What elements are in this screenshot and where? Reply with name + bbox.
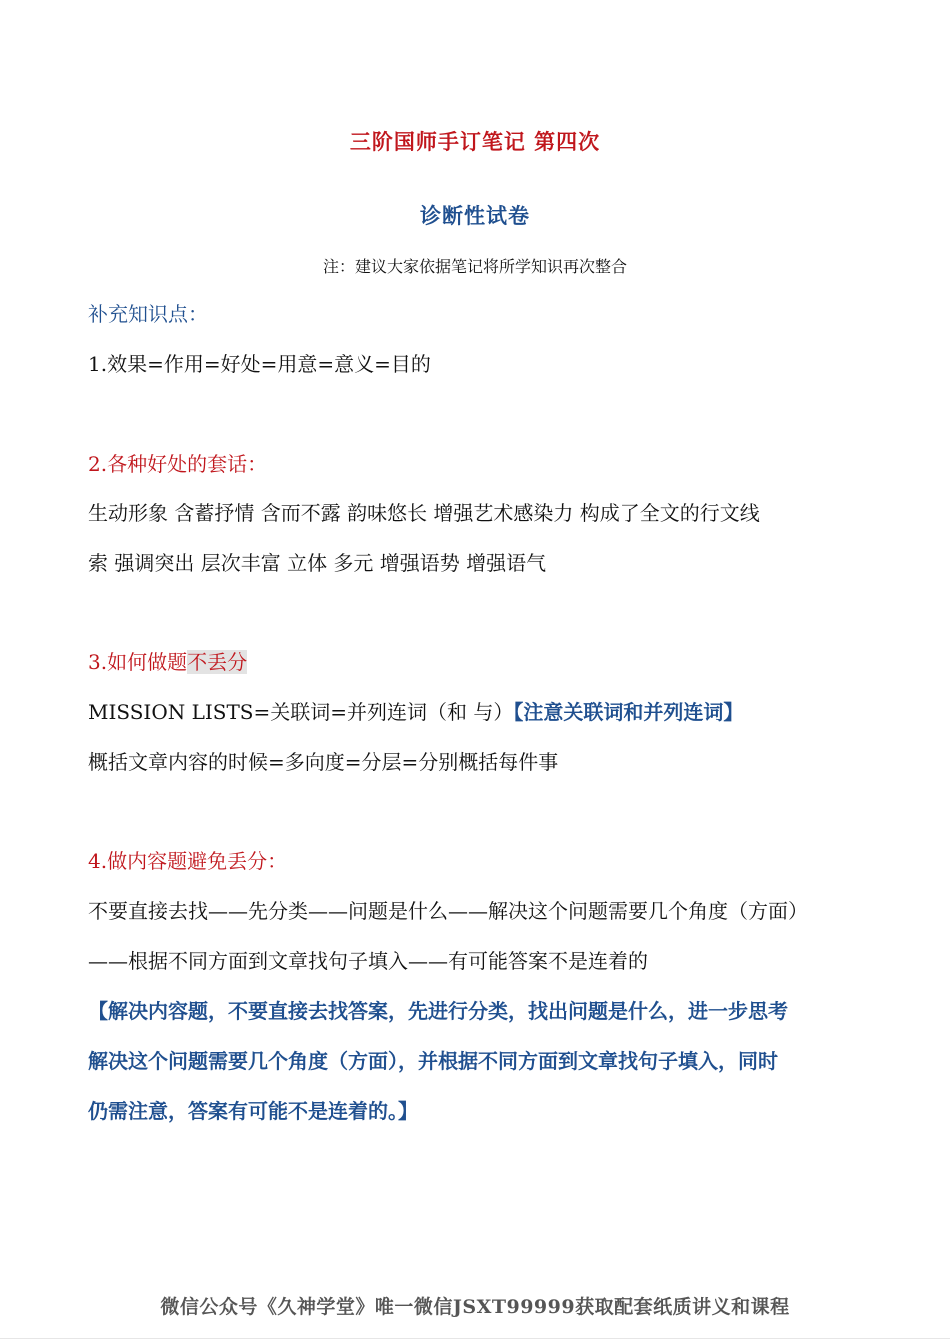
section-2-line-2: 索 强调突出 层次丰富 立体 多元 增强语势 增强语气 bbox=[88, 551, 547, 575]
section-4-heading: 4.做内容题避免丢分： bbox=[88, 849, 288, 873]
section-2-heading: 2.各种好处的套话： bbox=[88, 452, 268, 476]
footer-text: 微信公众号《久神学堂》唯一微信JSXT99999获取配套纸质讲义和课程 bbox=[160, 1296, 790, 1318]
section-4-emphasis-line-3: 仍需注意，答案有可能不是连着的。】 bbox=[88, 1099, 418, 1123]
section-4-line-1: 不要直接去找——先分类——问题是什么——解决这个问题需要几个角度（方面） bbox=[88, 899, 808, 923]
section-3-heading bbox=[88, 647, 888, 677]
section-4-emphasis-line-2: 解决这个问题需要几个角度（方面），并根据不同方面到文章找句子填入，同时 bbox=[88, 1049, 778, 1073]
section-4-line-2: ——根据不同方面到文章找句子填入——有可能答案不是连着的 bbox=[88, 949, 648, 973]
footer-divider bbox=[0, 1338, 950, 1339]
section-2-line-1: 生动形象 含蓄抒情 含而不露 韵味悠长 增强艺术感染力 构成了全文的行文线 bbox=[88, 501, 760, 525]
section-1-line-1: 1.效果=作用=好处=用意=意义=目的 bbox=[88, 352, 431, 376]
section-4-emphasis-line-1: 【解决内容题，不要直接去找答案，先进行分类，找出问题是什么，进一步思考 bbox=[88, 999, 788, 1023]
section-3-line-1-emphasis: 【注意关联词和并列连词】 bbox=[513, 700, 744, 724]
section-3-heading-part1: 3.如何做题 bbox=[88, 650, 188, 674]
section-3-line-2: 概括文章内容的时候=多向度=分层=分别概括每件事 bbox=[88, 750, 559, 774]
document-title: 三阶国师手订笔记 第四次 bbox=[349, 129, 601, 154]
document-note: 注：建议大家依据笔记将所学知识再次整合 bbox=[322, 257, 627, 276]
section-3-heading-part2: 不丢分 bbox=[187, 650, 248, 674]
section-1-heading: 补充知识点： bbox=[88, 302, 208, 326]
section-3-line-1 bbox=[88, 697, 888, 727]
section-3-line-1-plain: MISSION LISTS=关联词=并列连词（和 与） bbox=[88, 700, 514, 724]
document-subtitle: 诊断性试卷 bbox=[420, 203, 530, 228]
